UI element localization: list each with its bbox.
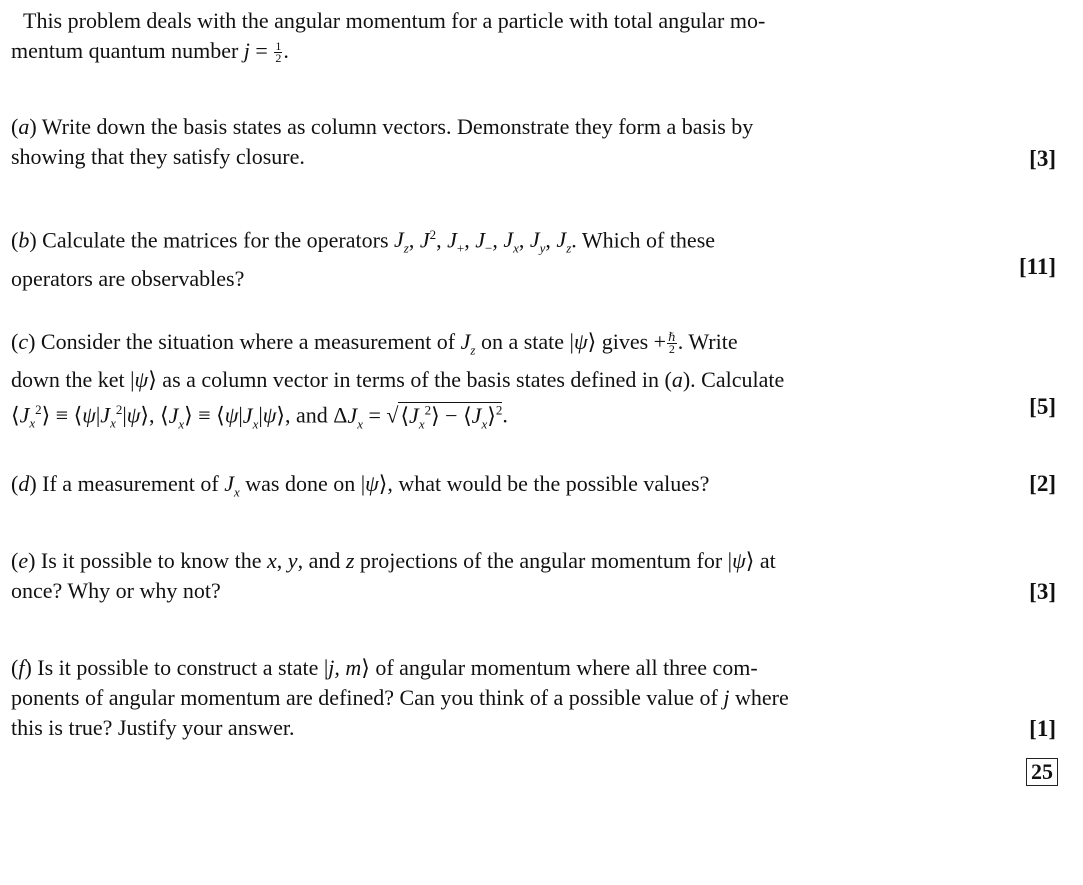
question-b: (b) Calculate the matrices for the operators $J_z$, $J^2$, $J_+$, $J_-$, $J_x$, $J_y$, $J_z$. Which of these operators are observables? <box>11 227 716 291</box>
question-f: (f) Is it possible to construct a state |j, m⟩ of angular momentum where all three com- ponents of angular momentum are defined? Can you think of a possible value of j where this is true? Justify your answer. <box>11 655 789 740</box>
marks-e: [3] <box>1029 579 1056 604</box>
marks-c: [5] <box>1029 394 1056 419</box>
marks-a: [3] <box>1029 146 1056 171</box>
problem-intro: This problem deals with the angular momentum for a particle with total angular mo- mentum quantum number j = $\frac{1}{2}$ . <box>11 8 766 66</box>
question-c: (c) Consider the situation where a measurement of $J_z$ on a state |ψ⟩ gives + $\frac{\text{ℏ}}{2}$ . Write down the ket |ψ⟩ as a column vector in terms of the basis states defined in (a). Calculate $⟨J_x^2⟩$ ≡ $⟨\psi|J_x^2|\psi⟩$, $⟨J_x⟩$ ≡ $⟨\psi|J_x|\psi⟩$, and $\Delta J_x$ = $√⟨J_x^2⟩$ − $⟨J_x⟩^2$. <box>11 329 785 432</box>
marks-f: [1] <box>1029 716 1056 741</box>
marks-d: [2] <box>1029 471 1056 496</box>
total-marks-box: 25 <box>1026 758 1058 786</box>
marks-b: [11] <box>1018 254 1056 279</box>
question-d: (d) If a measurement of $J_x$ was done on |ψ⟩, what would be the possible values? <box>11 471 710 500</box>
question-a: (a) Write down the basis states as column vectors. Demonstrate they form a basis by showing that they satisfy closure. <box>11 114 754 169</box>
question-e: (e) Is it possible to know the x, y, and z projections of the angular momentum for |ψ⟩ at once? Why or why not? <box>11 548 776 603</box>
